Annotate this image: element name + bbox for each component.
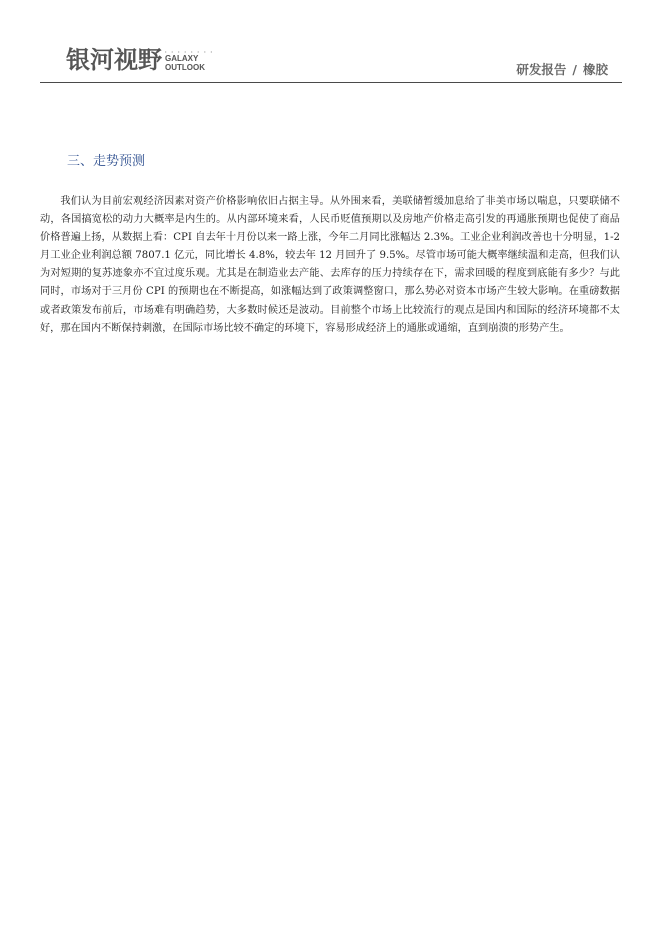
report-type-label: 研发报告 (516, 62, 567, 77)
logo-english-line2: OUTLOOK (165, 63, 205, 72)
report-category (516, 60, 608, 78)
body-paragraph: 我们认为目前宏观经济因素对资产价格影响依旧占据主导。从外围来看，美联储暂缓加息给了非美市场以喘息，只要联储不动，各国搞宽松的动力大概率是内生的。从内部环境来看，人民币贬值预期以及房地产价格走高引发的再通胀预期也促使了商品价格普遍上扬，从数据上看：CPI 自去年十月份以来一路上涨，今年二月同比涨幅达 2.3%。工业企业利润改善也十分明显，1-2 月工业企业利润总额 7807.1 亿元，同比增长 4.8%，较去年 12 月回升了 9.5%。尽管市场可能大概率继续温和走高，但我们认为对短期的复苏迹象亦不宜过度乐观。尤其是在制造业去产能、去库存的压力持续存在下，需求回暖的程度到底能有多少？与此同时，市场对于三月份 CPI 的预期也在不断提高，如涨幅达到了政策调整窗口，那么势必对资本市场产生较大影响。在重磅数据或者政策发布前后，市场难有明确趋势，大多数时候还是波动。目前整个市场上比较流行的观点是国内和国际的经济环境都不太好，那在国内不断保持刺激，在国际市场比较不确定的环境下，容易形成经济上的通胀或通缩，直到崩溃的形势产生。 (40, 196, 620, 334)
logo-english-text (165, 49, 214, 74)
category-separator: / (572, 62, 577, 77)
logo-chinese-text: 银河视野 (66, 46, 162, 74)
page-header (40, 40, 622, 83)
galaxy-outlook-logo (66, 46, 214, 74)
logo-english-line1: GALAXY (165, 54, 199, 63)
section-heading: 三、走势预测 (67, 154, 146, 169)
logo-dots: • • • • • • • • (165, 49, 214, 54)
report-subject-label: 橡胶 (582, 62, 608, 77)
